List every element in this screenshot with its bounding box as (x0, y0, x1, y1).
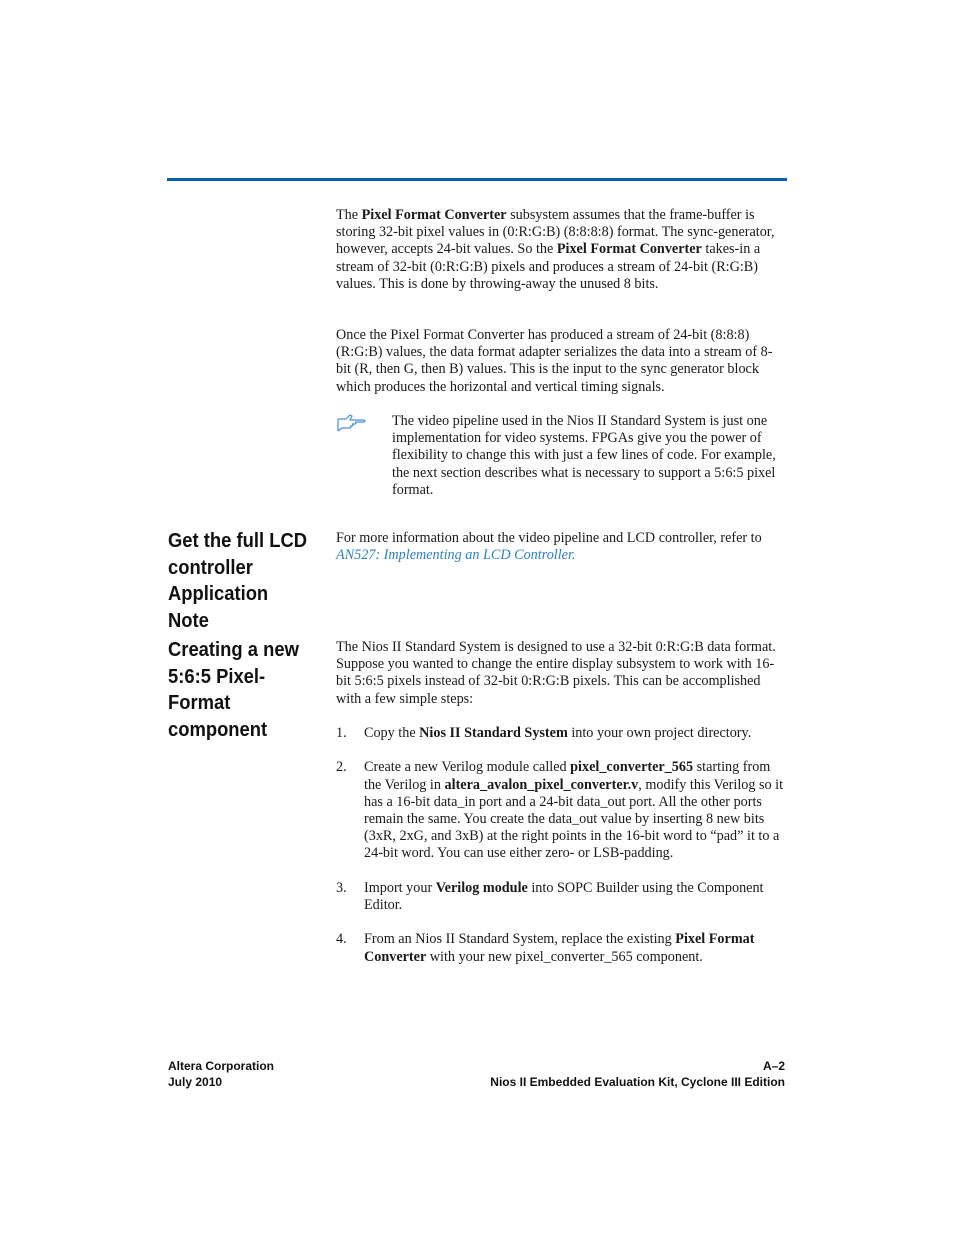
footer-date: July 2010 (168, 1074, 223, 1089)
step-item: 1. Copy the Nios II Standard System into your own project directory. (336, 725, 752, 741)
intro-paragraph-2: Once the Pixel Format Converter has produced a stream of 24-bit (8:8:8) (R:G:B) values, the data format adapter serializes the data into a stream of 8-bit (R, then G, then B) values. This is the input to the sync generator block which produces the horizontal and vertical timing signals. (336, 327, 773, 395)
note-text: The video pipeline used in the Nios II Standard System is just one implementation for video systems. FPGAs give you the power of flexibility to change this with just a few lines of code. For example, the next section describes what is necessary to support a 5:6:5 pixel format. (392, 413, 776, 498)
section-lcd-paragraph: For more information about the video pipeline and LCD controller, refer to AN527: Implementing an LCD Controller. (336, 530, 762, 564)
section-565-content (336, 639, 786, 983)
steps-list (336, 725, 786, 966)
step-item: 4. From an Nios II Standard System, replace the existing Pixel Format Converter with your new pixel_converter_565 component. (336, 931, 755, 965)
step-item: 2. Create a new Verilog module called pixel_converter_565 starting from the Verilog in altera_avalon_pixel_converter.v, modify this Verilog so it has a 16-bit data_in port and a 24-bit data_out port. All the other ports remain the same. You create the data_out value by inserting 8 new bits (3xR, 2xG, and 3xB) at the right points in the 16-bit word to “pad” it to a 24-bit word. You can use either zero- or LSB-padding. (336, 759, 784, 862)
footer-left (168, 1059, 274, 1090)
pointing-hand-icon (336, 413, 368, 433)
footer-page-number: A–2 (762, 1059, 785, 1073)
step-item: 3. Import your Verilog module into SOPC Builder using the Component Editor. (336, 879, 764, 913)
section-heading-565: Creating a new 5:6:5 Pixel-Format component (168, 639, 299, 741)
header-rule (167, 178, 787, 181)
intro-paragraph-1: The Pixel Format Converter subsystem assumes that the frame-buffer is storing 32-bit pixel values in (0:R:G:B) (8:8:8:8) format. The sync-generator, however, accepts 24-bit values. So the Pixel Format Converter takes-in a stream of 32-bit (0:R:G:B) pixels and produces a stream of 24-bit (R:G:B) values. This is done by throwing-away the unused 8 bits. (336, 207, 775, 292)
an527-link[interactable]: AN527: Implementing an LCD Controller. (336, 547, 576, 564)
footer-doc-title: Nios II Embedded Evaluation Kit, Cyclone III Edition (490, 1074, 785, 1089)
footer-company: Altera Corporation (168, 1059, 275, 1073)
section-heading-lcd: Get the full LCD controller Application Note (168, 530, 308, 632)
section-565-intro: The Nios II Standard System is designed to use a 32-bit 0:R:G:B data format. Suppose you wanted to change the entire display subsystem to work with 16-bit 5:6:5 pixels instead of 32-bit 0:R:G:B pixels. This can be accomplished with a few simple steps: (336, 639, 776, 707)
footer-right (490, 1059, 785, 1090)
